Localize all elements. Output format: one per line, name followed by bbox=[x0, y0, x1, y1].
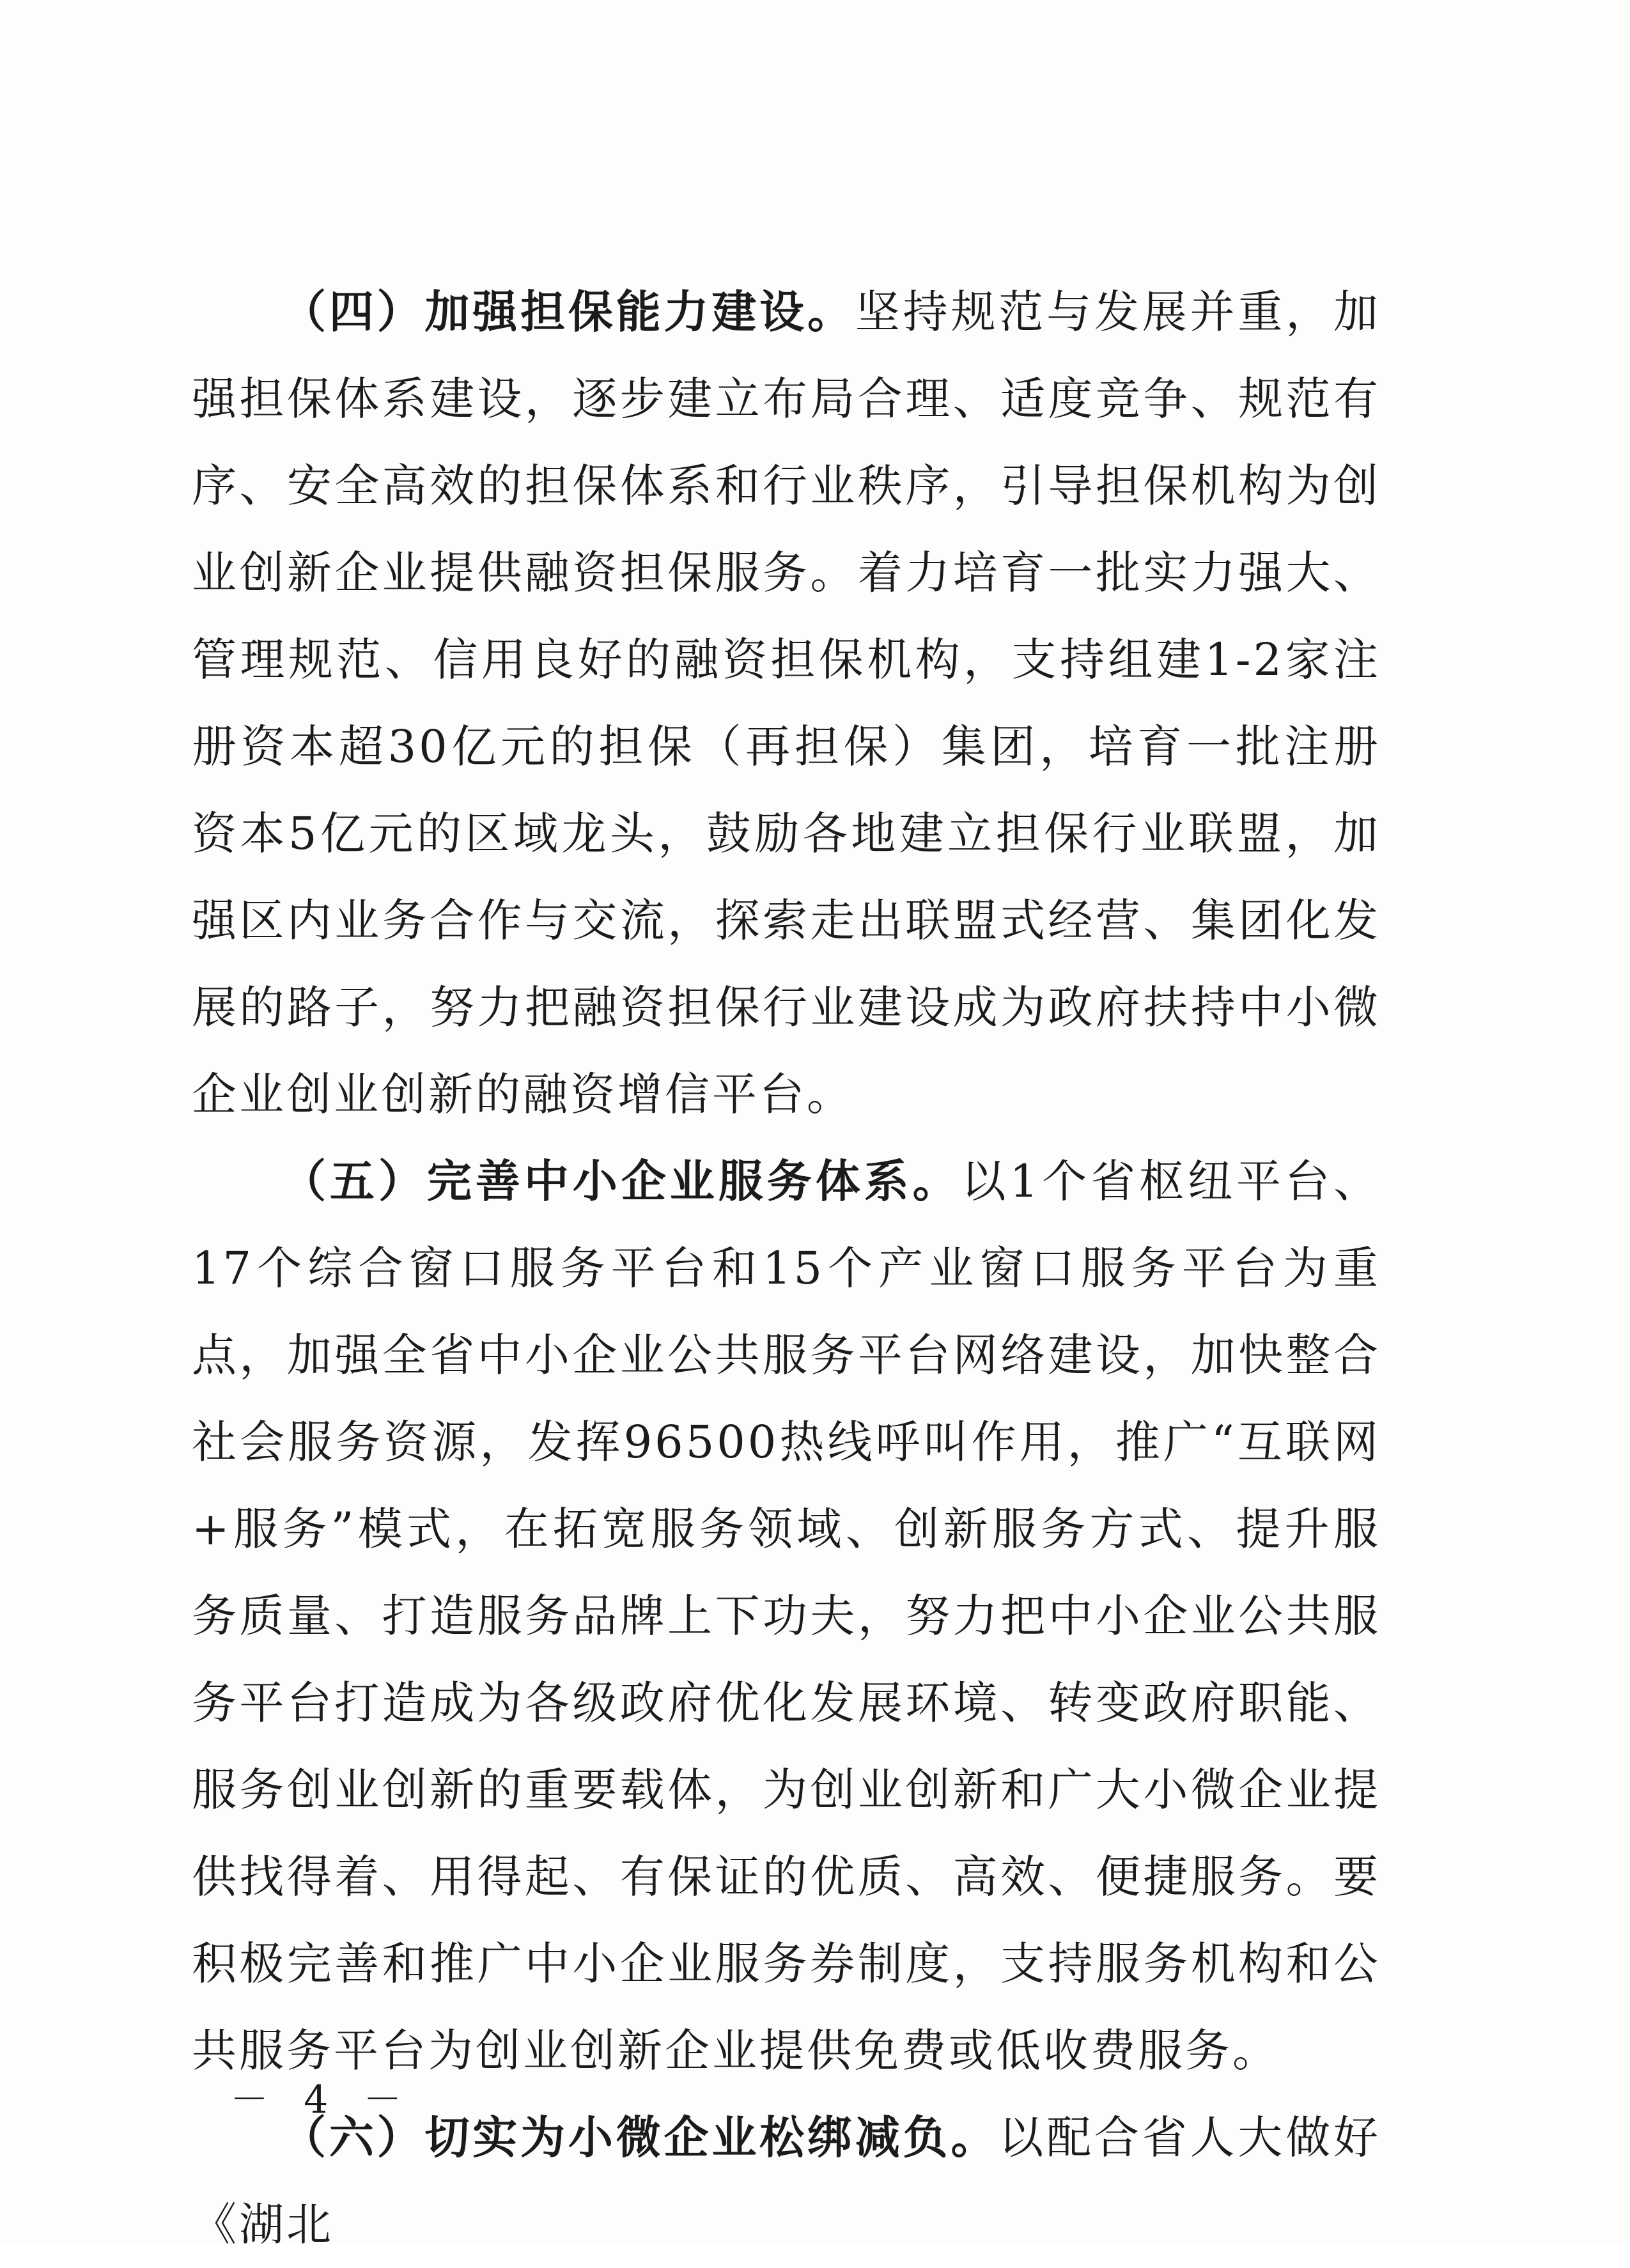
document-body bbox=[192, 268, 1381, 2268]
paragraph-heading: （四）加强担保能力建设。 bbox=[281, 286, 855, 338]
page-number: － 4 － bbox=[230, 2078, 414, 2122]
paragraph-text: 以配合省人大做好《湖北 bbox=[192, 2111, 1381, 2251]
paragraph-guarantee-capacity bbox=[192, 268, 1381, 1138]
paragraph-text: 以1个省枢纽平台、17个综合窗口服务平台和15个产业窗口服务平台为重点，加强全省中小企业公共服务平台网络建设，加快整合社会服务资源，发挥96500热线呼叫作用，推广“互联网+服务”模式，在拓宽服务领域、创新服务方式、提升服务质量、打造服务品牌上下功夫，努力把中小企业公共服务平台打造成为各级政府优化发展环境、转变政府职能、服务创业创新的重要载体，为创业创新和广大小微企业提供找得着、用得起、有保证的优质、高效、便捷服务。要积极完善和推广中小企业服务券制度，支持服务机构和公共服务平台为创业创新企业提供免费或低收费服务。 bbox=[192, 1155, 1381, 2077]
paragraph-text: 坚持规范与发展并重，加强担保体系建设，逐步建立布局合理、适度竞争、规范有序、安全高效的担保体系和行业秩序，引导担保机构为创业创新企业提供融资担保服务。着力培育一批实力强大、管理规范、信用良好的融资担保机构，支持组建1-2家注册资本超30亿元的担保（再担保）集团，培育一批注册资本5亿元的区域龙头，鼓励各地建立担保行业联盟，加强区内业务合作与交流，探索走出联盟式经营、集团化发展的路子，努力把融资担保行业建设成为政府扶持中小微企业创业创新的融资增信平台。 bbox=[192, 286, 1381, 1121]
paragraph-sme-service-system bbox=[192, 1138, 1381, 2094]
paragraph-heading: （五）完善中小企业服务体系。 bbox=[281, 1155, 961, 1208]
paragraph-heading: （六）切实为小微企业松绑减负。 bbox=[281, 2111, 999, 2164]
